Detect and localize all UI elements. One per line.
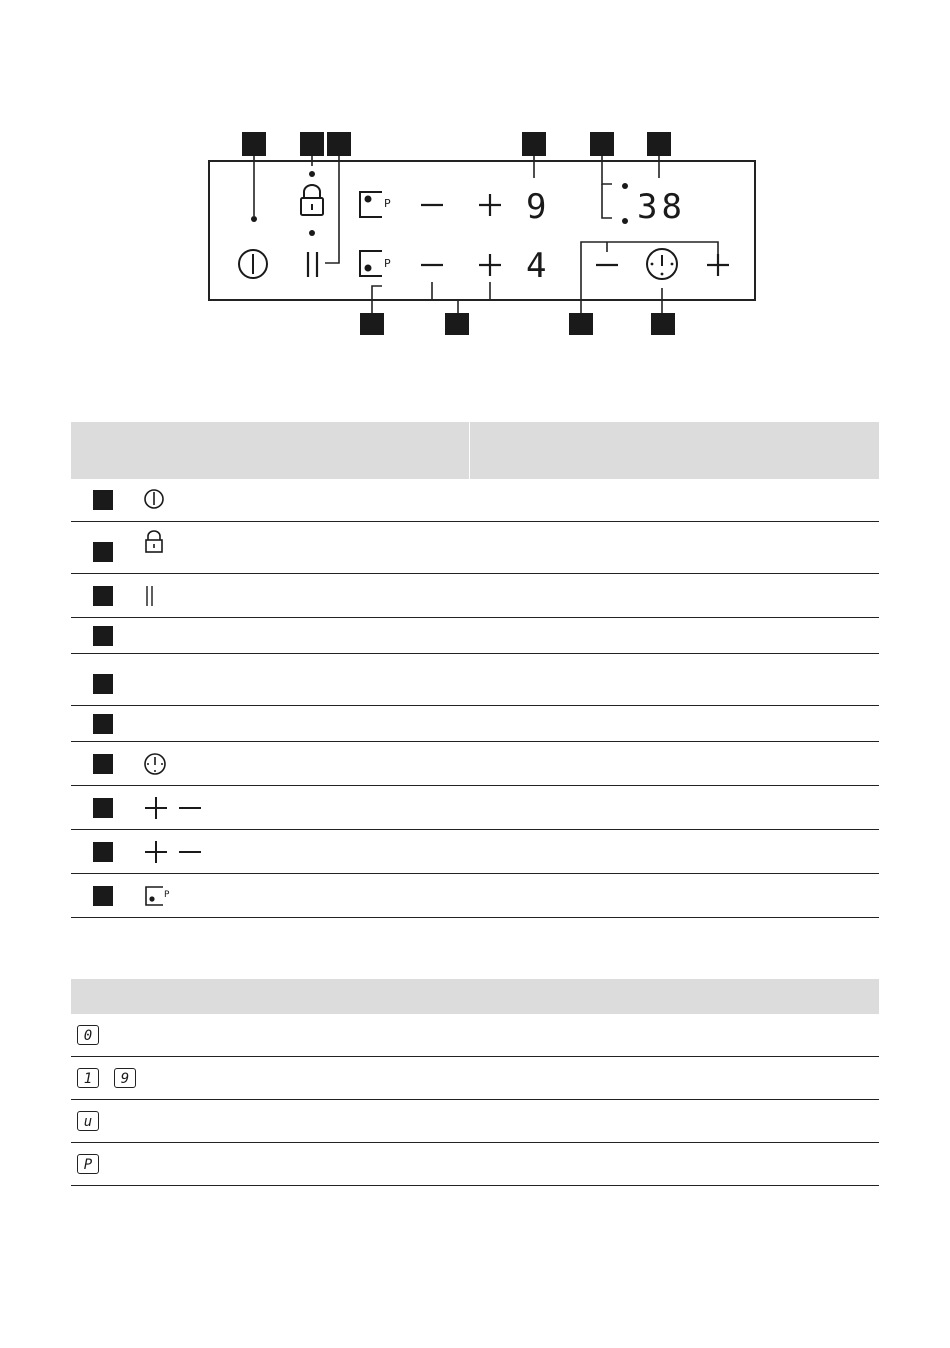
lock-icon [143,530,165,559]
callout-marker [93,490,113,510]
callout-marker [93,586,113,606]
pause-icon[interactable] [308,252,317,277]
callout-marker [93,542,113,562]
table-header [71,979,879,1014]
timer-icon[interactable] [647,249,677,279]
callout-markers-top [242,132,671,156]
table-row [71,1014,879,1057]
callout-marker [93,798,113,818]
timer-display: 38 [637,187,686,227]
callout-marker [93,626,113,646]
lock-icon[interactable] [301,185,323,215]
table-row [71,786,879,830]
plus-icon-top[interactable] [479,194,501,216]
table-header [71,422,879,479]
display-symbol: P [77,1154,99,1174]
display-table [71,979,879,1186]
table-row [71,830,879,874]
control-panel-diagram [0,0,950,360]
pot-p-icon-top[interactable] [360,192,391,217]
pause-icon [143,584,157,613]
plus-icon-bottom[interactable] [479,254,501,276]
display-symbol: 9 [114,1068,136,1088]
table-row [71,1100,879,1143]
callout-markers-bottom [360,313,675,335]
table-row [71,654,879,706]
callout-marker [93,886,113,906]
display-symbol: 0 [77,1025,99,1045]
control-functions-table [71,422,879,918]
table-row [71,874,879,918]
table-row [71,742,879,786]
table-row [71,618,879,654]
svg-text:P: P [384,197,391,210]
plus-minus-icon [143,796,205,825]
table-row [71,1143,879,1186]
timer-icon [143,752,167,781]
svg-text:P: P [164,890,170,900]
table-row [71,574,879,618]
power-level-display-bottom: 4 [526,246,547,286]
power-icon [143,488,165,515]
power-icon[interactable] [239,250,267,278]
timer-plus-icon[interactable] [707,254,729,276]
callout-marker [93,754,113,774]
callout-marker [93,674,113,694]
display-symbol: u [77,1111,99,1131]
panel-frame [209,161,755,300]
table-row [71,479,879,522]
pot-p-icon-bottom[interactable] [360,251,391,276]
plus-minus-icon [143,840,205,869]
table-row [71,1057,879,1100]
power-level-display-top: 9 [526,187,547,227]
callout-marker [93,842,113,862]
table-row [71,522,879,574]
svg-text:P: P [384,257,391,270]
pot-p-icon [143,884,173,913]
table-row [71,706,879,742]
display-symbol: 1 [77,1068,99,1088]
callout-marker [93,714,113,734]
